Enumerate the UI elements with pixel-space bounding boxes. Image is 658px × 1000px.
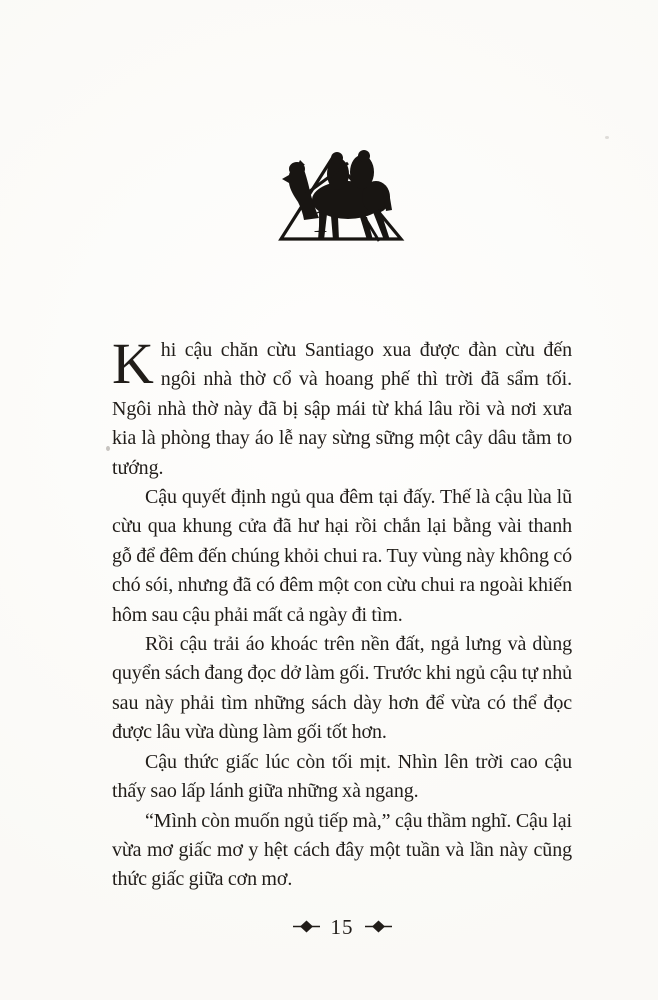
paragraph-1-text: hi cậu chăn cừu Santiago xua được đàn cừu đến ngôi nhà thờ cổ và hoang phế thì trời đã sẩm tối. Ngôi nhà thờ này đã bị sập mái từ khá lâu rồi và nơi xưa kia là phòng thay áo lễ nay sừng sững một cây dâu tằm to tướng. — [112, 339, 572, 479]
page-number: 15 — [330, 915, 354, 939]
paragraph-1 — [112, 331, 572, 483]
diamond-rule-icon — [365, 920, 392, 933]
body-text-block — [112, 331, 572, 895]
chapter-ornament — [276, 150, 412, 246]
paragraph-4: Cậu thức giấc lúc còn tối mịt. Nhìn lên trời cao cậu thấy sao lấp lánh giữa những xà ngang. — [112, 750, 572, 803]
drop-cap: K — [112, 331, 154, 396]
page-footer — [112, 916, 572, 937]
diamond-rule-icon — [293, 920, 320, 933]
paragraph-2: Cậu quyết định ngủ qua đêm tại đấy. Thế là cậu lùa lũ cừu qua khung cửa đã hư hại rồi chắn lại bằng vài thanh gỗ để đêm đến chúng khỏi chui ra. Tuy vùng này không có chó sói, nhưng đã có đêm một con cừu chui ra ngoài khiến hôm sau cậu phải mất cả ngày đi tìm. — [112, 486, 572, 626]
scan-speck — [605, 136, 609, 139]
paragraph-5: “Mình còn muốn ngủ tiếp mà,” cậu thầm nghĩ. Cậu lại vừa mơ giấc mơ y hệt cách đây một tuần và lần này cũng thức giấc giữa cơn mơ. — [112, 809, 572, 891]
paragraph-3: Rồi cậu trải áo khoác trên nền đất, ngả lưng và dùng quyển sách đang đọc dở làm gối. Trước khi ngủ cậu tự nhủ sau này phải tìm những sách dày hơn để vừa có thể đọc được lâu vừa dùng làm gối tốt hơn. — [112, 633, 572, 744]
scan-speck — [106, 446, 110, 451]
chapter-number: 1 — [311, 203, 329, 240]
camel-with-two-riders-triangle-icon — [276, 150, 412, 246]
